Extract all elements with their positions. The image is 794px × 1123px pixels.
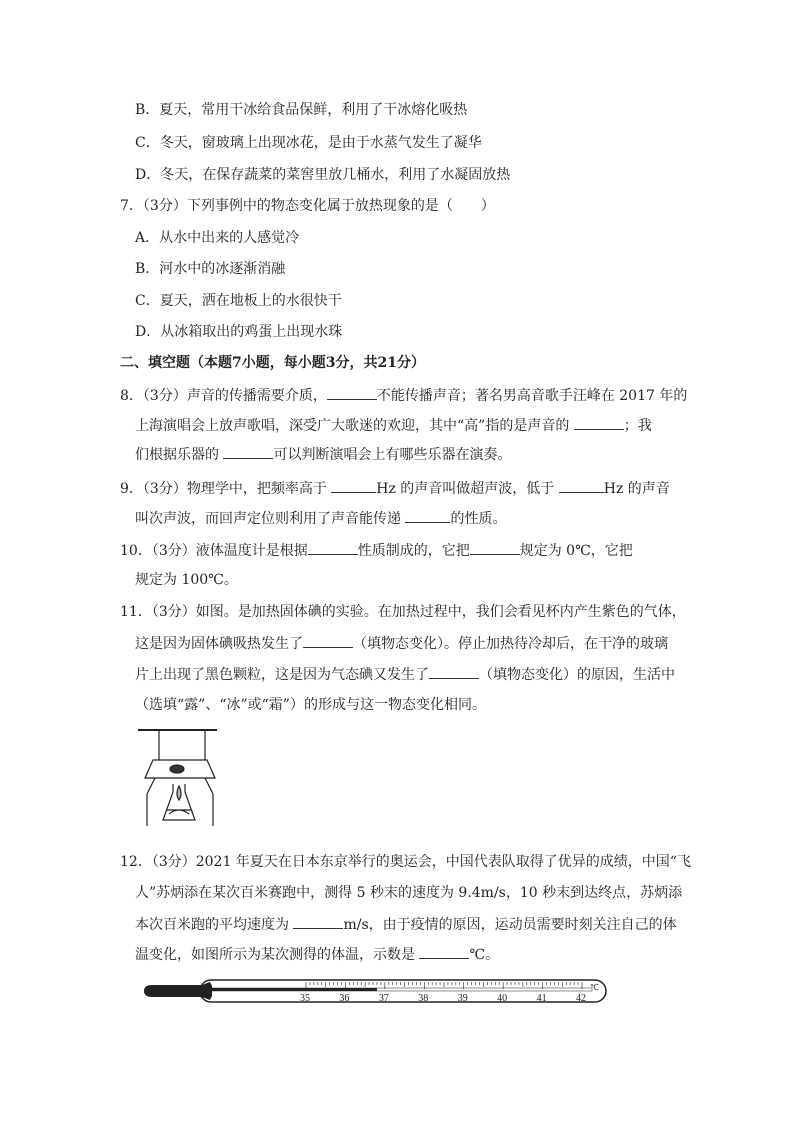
q8-text-6: 可以判断演唱会上有哪些乐器在演奏。: [273, 447, 512, 463]
question-9-line-1: [120, 478, 670, 499]
q11-text-2: （填物态变化）。停止加热待冷却后，在干净的玻璃: [353, 636, 668, 652]
scale-label: 39: [457, 993, 468, 1004]
q8-text-2: 不能传播声音；著名男高音歌手汪峰在 2017 年的: [376, 388, 688, 404]
scale-label: 41: [536, 993, 547, 1004]
answer-blank: [327, 385, 377, 400]
scale-label: 35: [300, 993, 310, 1004]
q9-text-5: 的性质。: [450, 511, 507, 527]
answer-blank: [308, 540, 358, 555]
answer-blank: [303, 633, 353, 648]
question-11-line-1: 11．（3分）如图。是加热固体碘的实验。在加热过程中，我们会看见杯内产生紫色的气体，: [120, 604, 686, 620]
q12-text-1: 本次百米跑的平均速度为: [135, 917, 294, 933]
q9-text-3: Hz 的声音: [603, 481, 670, 497]
question-9-line-2: [135, 508, 506, 529]
question-12-line-4: [135, 944, 499, 965]
q10-text-3: 规定为 0℃，它把: [519, 543, 633, 559]
scale-label: 42: [576, 993, 586, 1004]
q10-text-1: 10．（3分）液体温度计是根据: [120, 543, 308, 559]
q12-text-2: m/s，由于疫情的原因，运动员需要时刻关注自己的体: [343, 917, 677, 933]
question-8-line-3: [135, 444, 511, 465]
question-8-line-1: [120, 385, 687, 406]
mercury-column: [200, 988, 377, 991]
clinical-thermometer-figure: [140, 976, 612, 1006]
answer-blank: [223, 444, 273, 459]
q9-text-4: 叫次声波，而回声定位则利用了声音能传递: [135, 511, 406, 527]
answer-blank: [419, 944, 469, 959]
question-12-line-3: [135, 914, 677, 935]
lamp-flame: [177, 786, 181, 800]
q8-text-1: 8．（3分）声音的传播需要介质，: [120, 388, 327, 404]
option-b: B．夏天，常用干冰给食品保鲜，利用了干冰熔化吸热: [135, 102, 468, 118]
question-12-line-2: 人”苏炳添在某次百米赛跑中，测得 5 秒末的速度为 9.4m/s，10 秒末到达终点，苏炳添: [135, 885, 683, 901]
answer-blank: [559, 478, 604, 493]
iodine-crystals: [170, 765, 184, 773]
scale-label: 38: [418, 993, 429, 1004]
answer-blank: [405, 508, 450, 523]
iodine-heating-apparatus-figure: [135, 726, 225, 828]
q11-text-1: 这是因为固体碘吸热发生了: [135, 636, 303, 652]
question-7-stem: 7．（3分）下列事例中的物态变化属于放热现象的是（ ）: [120, 198, 495, 214]
answer-blank: [293, 914, 343, 929]
question-11-line-3: [135, 664, 675, 685]
q8-text-5: 们根据乐器的: [135, 447, 224, 463]
question-10-line-1: [120, 540, 633, 561]
scale-label: 37: [378, 993, 389, 1004]
section-2-heading: 二、填空题（本题7小题，每小题3分，共21分）: [120, 355, 425, 371]
answer-blank: [429, 664, 479, 679]
q7-option-a: A．从水中出来的人感觉冷: [135, 230, 300, 246]
q9-text-1: 9．（3分）物理学中，把频率高于: [120, 481, 332, 497]
answer-blank: [470, 540, 520, 555]
q9-text-2: Hz 的声音叫做超声波，低于: [376, 481, 559, 497]
liquid: [167, 810, 191, 814]
q11-text-3: 片上出现了黑色颗粒，这是因为气态碘又发生了: [135, 667, 429, 683]
scale-label: 40: [497, 993, 508, 1004]
question-10-line-2: 规定为 100℃。: [135, 572, 238, 588]
answer-blank: [574, 415, 624, 430]
q10-text-2: 性质制成的，它把: [357, 543, 470, 559]
tripod-stand: [147, 778, 213, 826]
q7-option-b: B．河水中的冰逐渐消融: [135, 261, 286, 277]
q12-text-4: ℃。: [469, 947, 500, 963]
answer-blank: [331, 478, 376, 493]
option-d: D．冬天，在保存蔬菜的菜窖里放几桶水，利用了水凝固放热: [135, 167, 511, 183]
unit-label: ℃: [590, 983, 599, 992]
question-11-line-2: [135, 633, 668, 654]
option-c: C．冬天，窗玻璃上出现冰花，是由于水蒸气发生了凝华: [135, 135, 482, 151]
q7-option-c: C．夏天，洒在地板上的水很快干: [135, 293, 342, 309]
q11-text-4: （填物态变化）的原因，生活中: [479, 667, 675, 683]
question-11-line-4: （选填“露”、“冰”或“霜”）的形成与这一物态变化相同。: [135, 697, 486, 713]
q8-text-3: 上海演唱会上放声歌唱，深受广大歌迷的欢迎，其中“高”指的是声音的: [135, 418, 574, 434]
question-12-line-1: 12．（3分）2021 年夏天在日本东京举行的奥运会，中国代表队取得了优异的成绩，中国“飞: [120, 854, 691, 870]
q12-text-3: 温变化，如图所示为某次测得的体温，示数是: [135, 947, 420, 963]
question-8-line-2: [135, 415, 652, 436]
q7-option-d: D．从冰箱取出的鸡蛋上出现水珠: [135, 324, 343, 340]
q8-text-4: ；我: [623, 418, 652, 434]
scale-label: 36: [339, 993, 350, 1004]
